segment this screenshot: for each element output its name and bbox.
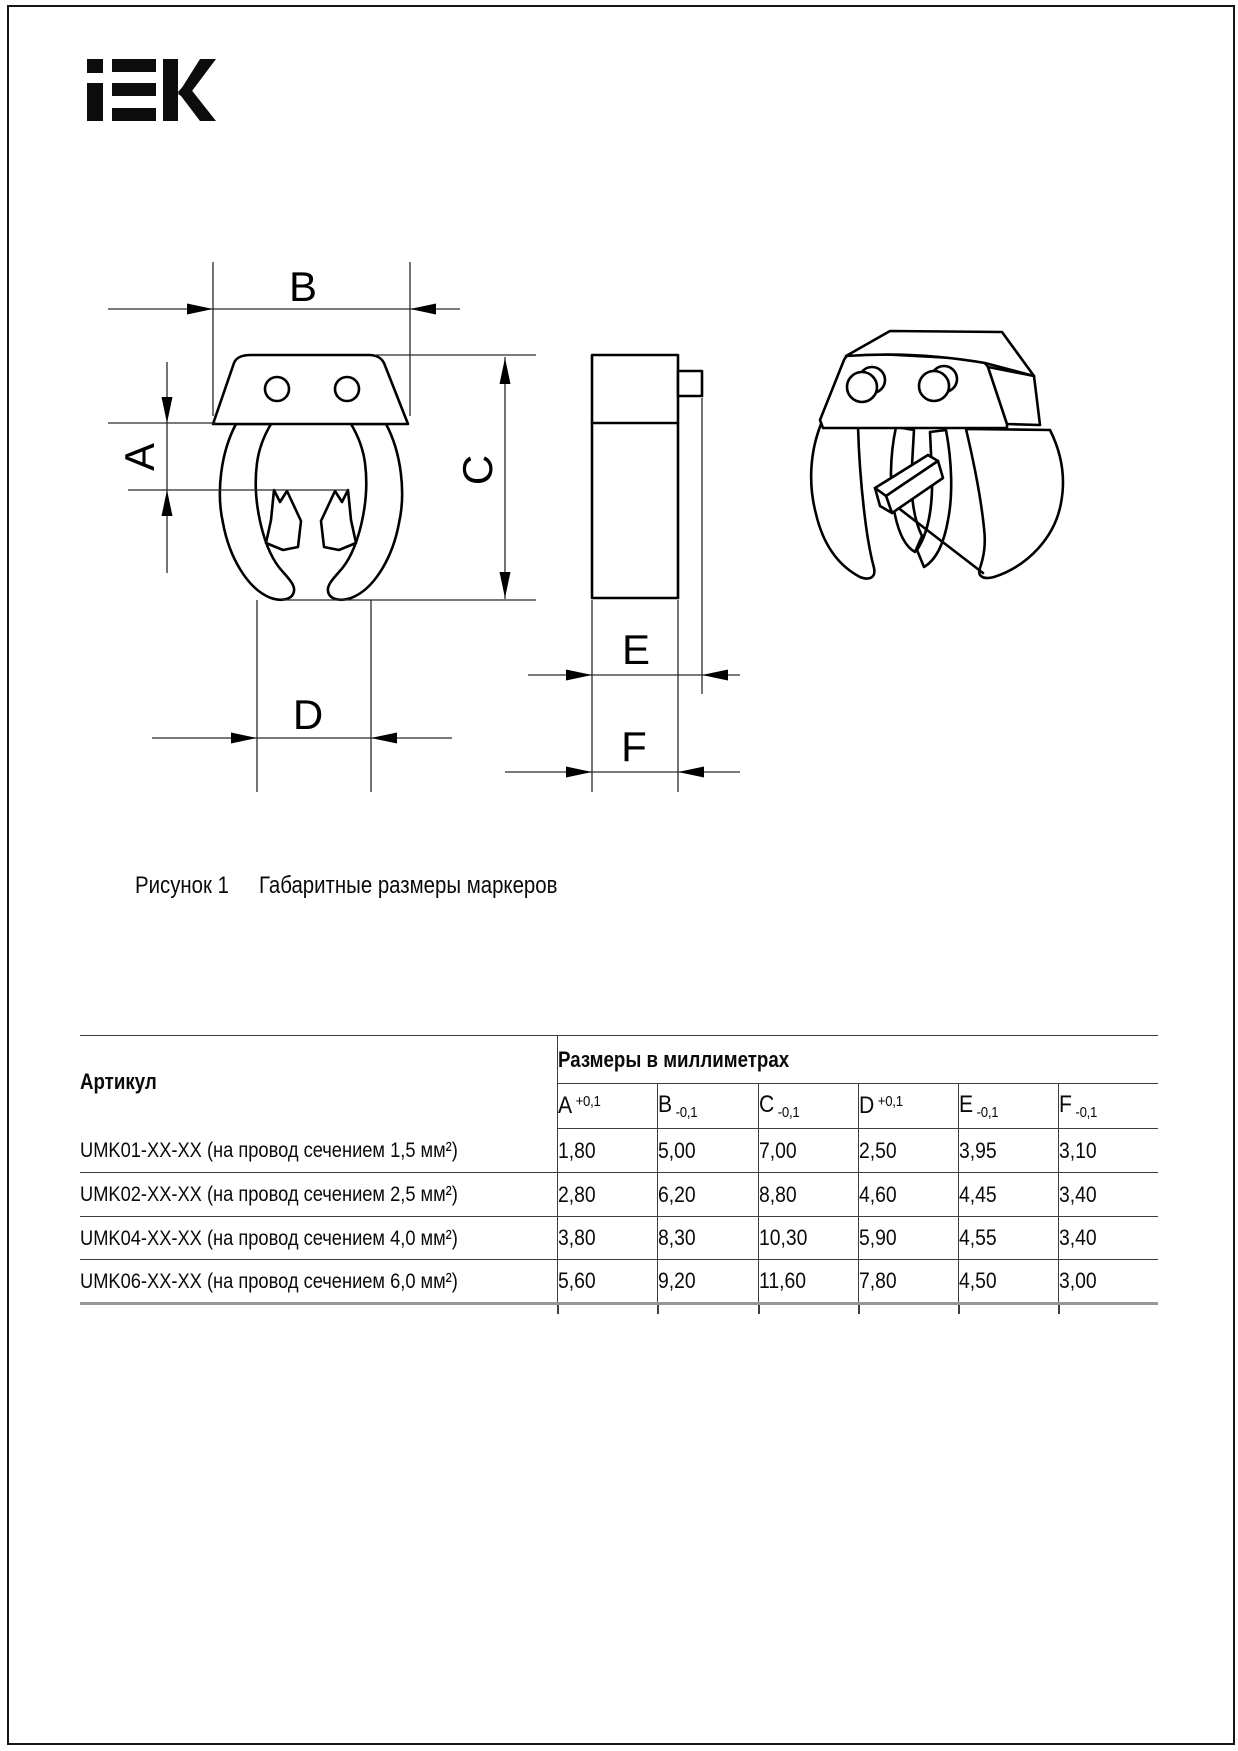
front-view: [213, 355, 408, 600]
col-header-c: C $_{-0,1}$: [758, 1084, 858, 1129]
value-cell: 3,95: [958, 1129, 1058, 1173]
value-cell: 9,20: [657, 1260, 758, 1304]
dim-label-b: B: [288, 263, 318, 310]
table-row: [80, 1217, 1158, 1260]
value-cell: 10,30: [758, 1217, 858, 1260]
table-row: [80, 1129, 1158, 1173]
article-cell: UMK06-XX-XX (на провод сечением 6,0 мм²): [80, 1260, 557, 1304]
value-cell: 4,60: [858, 1173, 958, 1217]
figure-caption: [135, 872, 610, 900]
value-cell: 3,00: [1058, 1260, 1158, 1304]
value-cell: 8,80: [758, 1173, 858, 1217]
table-row: [80, 1260, 1158, 1304]
value-cell: 3,40: [1058, 1173, 1158, 1217]
value-cell: 1,80: [557, 1129, 657, 1173]
value-cell: 3,80: [557, 1217, 657, 1260]
article-cell: UMK02-XX-XX (на провод сечением 2,5 мм²): [80, 1173, 557, 1217]
figure-caption-text: Габаритные размеры маркеров: [258, 872, 557, 899]
article-cell: UMK04-XX-XX (на провод сечением 4,0 мм²): [80, 1217, 557, 1260]
col-header-e: E $_{-0,1}$: [958, 1084, 1058, 1129]
table-header-sizes: Размеры в миллиметрах: [557, 1036, 1158, 1084]
dim-label-f: F: [621, 723, 647, 770]
value-cell: 2,50: [858, 1129, 958, 1173]
value-cell: 8,30: [657, 1217, 758, 1260]
table-header-article: Артикул: [80, 1036, 557, 1129]
value-cell: 5,60: [557, 1260, 657, 1304]
value-cell: 2,80: [557, 1173, 657, 1217]
value-cell: 3,10: [1058, 1129, 1158, 1173]
value-cell: 11,60: [758, 1260, 858, 1304]
value-cell: 5,00: [657, 1129, 758, 1173]
value-cell: 4,55: [958, 1217, 1058, 1260]
table-row: [80, 1173, 1158, 1217]
col-header-b: B $_{-0,1}$: [657, 1084, 758, 1129]
value-cell: 7,00: [758, 1129, 858, 1173]
col-header-d: D $^{+0,1}$: [858, 1084, 958, 1129]
value-cell: 4,50: [958, 1260, 1058, 1304]
dim-label-e: E: [621, 626, 651, 673]
col-header-a: A $^{+0,1}$: [557, 1084, 657, 1129]
value-cell: 3,40: [1058, 1217, 1158, 1260]
value-cell: 7,80: [858, 1260, 958, 1304]
table-column-ticks: [80, 1305, 1158, 1317]
dim-label-a: A: [116, 442, 163, 472]
dim-label-c: C: [454, 454, 501, 486]
dimension-drawing: [0, 0, 1238, 840]
value-cell: 6,20: [657, 1173, 758, 1217]
article-cell: UMK01-XX-XX (на провод сечением 1,5 мм²): [80, 1129, 557, 1173]
dim-label-d: D: [292, 691, 324, 738]
dimensions-table: [80, 1035, 1158, 1305]
perspective-view: [811, 331, 1063, 579]
side-view: [592, 355, 702, 598]
col-header-f: F $_{-0,1}$: [1058, 1084, 1158, 1129]
value-cell: 5,90: [858, 1217, 958, 1260]
figure-caption-label: Рисунок 1: [135, 872, 229, 899]
value-cell: 4,45: [958, 1173, 1058, 1217]
